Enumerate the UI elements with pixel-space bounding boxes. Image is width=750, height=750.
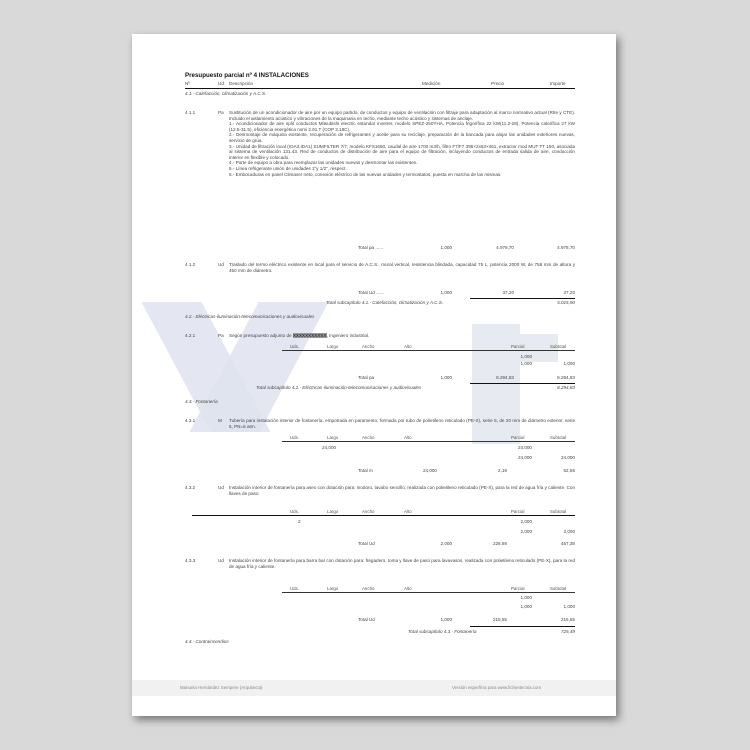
item-unit: Ud (218, 558, 224, 563)
item-total-label: Total pa ...... (358, 245, 384, 250)
measure-value: 2,000 (520, 519, 532, 524)
header-rule (185, 88, 575, 89)
measure-value: 1,000 (520, 604, 532, 609)
item-amount: 4.978,70 (557, 245, 575, 250)
item-unit: Pa (218, 110, 224, 115)
col-subtotal: Subtotal (550, 435, 567, 440)
item-quantity: 1,000 (440, 617, 452, 622)
item-total-label: Total Ud (358, 541, 375, 546)
measure-value: 2,000 (520, 529, 532, 534)
subtotal-rule (470, 383, 575, 384)
item-unit: Ud (218, 485, 224, 490)
col-alto: Alto (404, 344, 412, 349)
section-heading: 4.3.- Fontanería (185, 399, 218, 404)
item-code: 4.3.3 (185, 558, 196, 563)
col-ancho: Ancho (362, 509, 375, 514)
item-unit: Pa (218, 333, 224, 338)
footer-note: Versión esperfirra para www.fichentecnia.com (452, 685, 542, 690)
item-quantity: 1,000 (440, 375, 452, 380)
section-heading: 4.2.- Eléctricas-iluminación-telecomunicaciones y audiovisuales (185, 314, 315, 319)
measure-value: 1,000 (520, 361, 532, 366)
item-quantity: 2,000 (440, 541, 452, 546)
item-total-label: Total Ud (358, 617, 375, 622)
measure-rule (282, 441, 575, 442)
measure-value: 2 (298, 519, 301, 524)
item-total-label: Total Ud ...... (358, 290, 384, 295)
header-quantity: Medición (422, 81, 441, 86)
item-price: 8.294,83 (496, 375, 514, 380)
item-price: 37,20 (502, 290, 514, 295)
item-price: 215,55 (492, 617, 507, 622)
subtotal-amount: 8.294,83 (557, 385, 575, 390)
measure-value: 1,000 (520, 595, 532, 600)
item-quantity: 1,000 (440, 245, 452, 250)
col-largo: Largo (327, 509, 339, 514)
item-code: 4.2.1 (185, 333, 196, 338)
item-unit: M (218, 418, 222, 423)
measure-value: 24,000 (322, 445, 337, 450)
col-ancho: Ancho (362, 435, 375, 440)
item-total-label: Total pa (358, 375, 375, 380)
item-description: Instalación interior de fontanería para aseo con dotación para: inodoro, lavabo sencillo, realizada con polietileno reticulado (PE-X), para la red de agua fría y caliente. Con llaves de paso. (229, 485, 575, 496)
measure-rule (282, 350, 575, 351)
redacted-name: XXXXXXXXXXX (292, 333, 327, 338)
item-amount: 37,20 (563, 290, 575, 295)
header-amount: Importe (550, 81, 566, 86)
section-heading: 4.4.- Contraincendios (185, 639, 229, 644)
col-parcial: Parcial (511, 435, 525, 440)
item-quantity: 1,000 (440, 290, 452, 295)
col-parcial: Parcial (511, 509, 525, 514)
col-uds: Uds. (290, 435, 300, 440)
item-amount: 52,56 (563, 468, 575, 473)
col-subtotal: Subtotal (550, 586, 567, 591)
item-description: Traslado del termo eléctrico existente en local para el servicio de A.C.S., mural vertical, resistencia blindada, capacidad 75 L, potencia 2000 W, de 758 mm de altura y 450 mm de diámetro. (229, 262, 575, 273)
section-heading: 4.1.- Calefacción, climatización y A.C.S. (185, 91, 267, 96)
measure-value: 24,000 (560, 455, 575, 460)
item-code: 4.1.2 (185, 262, 196, 267)
measure-value: 1,000 (520, 354, 532, 359)
item-amount: 457,38 (560, 541, 575, 546)
item-quantity: 24,000 (422, 468, 437, 473)
col-ancho: Ancho (362, 586, 375, 591)
item-total-label: Total m (358, 468, 373, 473)
item-amount: 8.294,83 (557, 375, 575, 380)
col-alto: Alto (404, 435, 412, 440)
item-description: Tubería para instalación interior de fontanería, empotrada en paramento, formada por tubo de polietileno reticulado (PE-X), serie 5, de 20 mm de diámetro exterior, serie 5, PN=6 atm. (229, 418, 575, 429)
header-number: Nº (185, 81, 190, 86)
item-code: 4.3.1 (185, 418, 196, 423)
col-uds: Uds. (290, 586, 300, 591)
item-description: Sustitución de un acondicionador de aire por un equipo partido, de conductos y equipo de ventilación con filtraje para adaptación al marco normativo actual (RIte y CTE). Incluido el aislamiento acústico y vibraciones de la maquinaria en techo, mediante techo acústico y sistemas de anclaje. 1.- Acondicionador de aire split conductos Mitsubishi electric estandar inverter, modelo SPEZ-250YHA, Potencia frigorífica 22 kW(11.2-28), Potencia calorífica 27 kW (12.5-31.5), eficiencia energética nomi 2.61 T (COP 3.18C). 2.- Desmontaje de máquina existente, recuperación de refrigerantes y aceite para su reciclaje, preparación de la bancada para alojar las unidades exteriores nuevas, servicio de grúa. 3.- Unidad de filtración local (IOA3,IDA1) SUMFILTER 7/7, modelo KFS1650, caudal de aire 1700 m3/h, filtro F7/F7 395×2x63×461, extractor mod MUT TT 150, asociada al sistema de ventilación 131.43. Red de conductos de distribución de aire para el equipo de filtración, incluyendo conductos de entrada salida de aire, conducción interior en flexible y colocado. 4.- Porte de equipo a obra para reemplazar las unidades nuevas y desmontar las existentes. 5.- Línea refrigerante unión de unidades 1"y 1/2", respect. 6.- Embocaduras en panel Climaver neto, conexión eléctrico de las nuevas unidades y termostatos, puesta en marcha de las mismas. (229, 110, 575, 177)
col-subtotal: Subtotal (550, 344, 567, 349)
footer-author: Manuela Hernández Sempere (Arquitecta) (180, 685, 263, 690)
col-parcial: Parcial (511, 586, 525, 591)
page-title: Presupuesto parcial nº 4 INSTALACIONES (185, 72, 309, 79)
measure-value: 1,000 (563, 361, 575, 366)
item-code: 4.3.2 (185, 485, 196, 490)
col-uds: Uds. (290, 509, 300, 514)
subtotal-rule (470, 626, 575, 627)
header-unit: Ud (218, 81, 224, 86)
subtotal-amount: 725,49 (560, 629, 575, 634)
item-price: 4.978,70 (496, 245, 514, 250)
subtotal-label: Total subcapítulo 4.1.- Calefacción, climatización y A.C.S. (326, 300, 444, 305)
measure-value: 24,000 (517, 445, 532, 450)
col-uds: Uds. (290, 344, 300, 349)
col-largo: Largo (327, 344, 339, 349)
subtotal-rule (470, 298, 575, 299)
col-largo: Largo (327, 586, 339, 591)
item-price: 228,69 (492, 541, 507, 546)
subtotal-label: Total subcapítulo 4.2.- Eléctricas-iluminación-telecomunicaciones y audiovisuales (256, 385, 422, 390)
col-largo: Largo (327, 435, 339, 440)
measure-rule (282, 592, 575, 593)
col-subtotal: Subtotal (550, 509, 567, 514)
col-parcial: Parcial (511, 344, 525, 349)
item-price: 2,19 (498, 468, 507, 473)
measure-value: 1,000 (563, 604, 575, 609)
header-price: Precio (491, 81, 505, 86)
header-description: Descripción (229, 81, 253, 86)
item-unit: Ud (218, 262, 224, 267)
item-description: Según presupuesto adjunto de XXXXXXXXXXX, Ingeniero industrial. (229, 333, 370, 338)
measure-value: 2,000 (563, 529, 575, 534)
item-description: Instalación interior de fontanería para barra bar con dotación para: fregadero, toma y llave de paso para lavavasos, realizada con polietileno reticulado (PE-X), para la red de agua fría y caliente. (229, 558, 575, 569)
item-code: 4.1.1 (185, 110, 196, 115)
measure-value: 24,000 (517, 455, 532, 460)
measure-rule (192, 515, 575, 516)
subtotal-amount: 5.015,90 (557, 300, 575, 305)
item-amount: 215,55 (560, 617, 575, 622)
col-alto: Alto (404, 586, 412, 591)
subtotal-label: Total subcapítulo 4.3.- Fontanería (408, 629, 477, 634)
col-alto: Alto (404, 509, 412, 514)
col-ancho: Ancho (362, 344, 375, 349)
document-page (132, 34, 616, 716)
